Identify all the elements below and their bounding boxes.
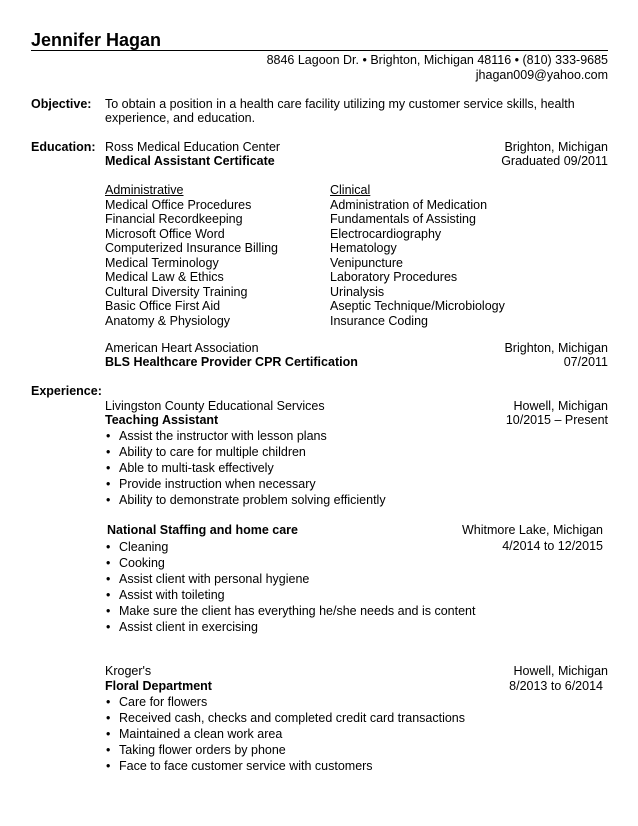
course-item: Financial Recordkeeping	[105, 212, 243, 226]
list-item: • Face to face customer service with customers	[105, 758, 465, 774]
job-location: Howell, Michigan	[513, 399, 608, 413]
list-item: • Able to multi-task effectively	[105, 460, 386, 476]
certificate-title: Medical Assistant Certificate	[105, 154, 275, 168]
list-item: • Assist client in exercising	[105, 619, 475, 635]
graduation-date: Graduated 09/2011	[501, 154, 608, 168]
job-location: Whitmore Lake, Michigan	[461, 523, 603, 537]
school-name: Ross Medical Education Center	[105, 140, 281, 154]
objective-line-2: experience, and education.	[105, 111, 256, 125]
clinical-course-list	[330, 183, 505, 328]
course-item: Electrocardiography	[330, 226, 442, 241]
course-item: Aseptic Technique/Microbiology	[330, 299, 505, 313]
job-dates: 4/2014 to 12/2015	[502, 539, 603, 553]
email-address: jhagan009@yahoo.com	[475, 68, 608, 82]
list-item: • Ability to care for multiple children	[105, 444, 386, 460]
list-item: • Maintained a clean work area	[105, 726, 465, 742]
course-item: Medical Office Procedures	[105, 197, 252, 212]
street-address: 8846 Lagoon Dr.	[266, 53, 360, 67]
job-title: Floral Department	[105, 679, 212, 693]
cpr-date: 07/2011	[563, 355, 608, 369]
course-item: Venipuncture	[330, 255, 403, 270]
job-location: Howell, Michigan	[513, 664, 608, 678]
experience-label: Experience:	[31, 384, 102, 398]
clinical-heading: Clinical	[330, 183, 371, 197]
phone-number: (810) 333-9685	[522, 53, 608, 67]
objective-label: Objective:	[31, 97, 92, 111]
school-location: Brighton, Michigan	[504, 140, 608, 154]
course-item: Laboratory Procedures	[330, 270, 458, 284]
list-item: • Care for flowers	[105, 694, 465, 710]
course-item: Urinalysis	[330, 284, 385, 299]
job-dates: 8/2013 to 6/2014	[509, 679, 603, 693]
list-item: • Taking flower orders by phone	[105, 742, 465, 758]
employer-name: National Staffing and home care	[107, 523, 299, 537]
job-duties-list	[105, 539, 475, 635]
employer-name: Livingston County Educational Services	[105, 399, 325, 413]
job-duties-list	[105, 428, 386, 508]
employer-name: Kroger's	[105, 664, 152, 678]
job-title: Teaching Assistant	[105, 413, 219, 427]
list-item: • Provide instruction when necessary	[105, 476, 386, 492]
list-item: • Assist with toileting	[105, 587, 475, 603]
administrative-heading: Administrative	[105, 183, 184, 197]
course-item: Fundamentals of Assisting	[330, 212, 476, 226]
city-state-zip: Brighton, Michigan 48116	[370, 53, 512, 67]
list-item: • Assist client with personal hygiene	[105, 571, 475, 587]
course-item: Insurance Coding	[330, 313, 428, 328]
course-item: Hematology	[330, 241, 397, 255]
list-item: • Assist the instructor with lesson plans	[105, 428, 386, 444]
course-item: Cultural Diversity Training	[105, 284, 248, 299]
list-item: • Cooking	[105, 555, 475, 571]
course-item: Medical Law & Ethics	[105, 270, 224, 284]
course-item: Basic Office First Aid	[105, 299, 221, 313]
cpr-location: Brighton, Michigan	[504, 341, 608, 355]
cpr-certification-title: BLS Healthcare Provider CPR Certification	[105, 355, 358, 369]
list-item: • Cleaning	[105, 539, 475, 555]
job-dates: 10/2015 – Present	[505, 413, 608, 427]
candidate-name: Jennifer Hagan	[31, 30, 162, 50]
course-item: Computerized Insurance Billing	[105, 241, 279, 255]
course-item: Administration of Medication	[330, 197, 488, 212]
education-label: Education:	[31, 140, 96, 154]
list-item: • Received cash, checks and completed credit card transactions	[105, 710, 465, 726]
header-divider	[31, 50, 608, 51]
administrative-course-list	[105, 183, 278, 328]
contact-address-line: 8846 Lagoon Dr. • Brighton, Michigan 48116 • (810) 333-9685	[266, 53, 608, 67]
list-item: • Make sure the client has everything he/she needs and is content	[105, 603, 475, 619]
job-duties-list	[105, 694, 465, 774]
list-item: • Ability to demonstrate problem solving efficiently	[105, 492, 386, 508]
cpr-organization: American Heart Association	[105, 341, 259, 355]
course-item: Medical Terminology	[105, 255, 219, 270]
objective-line-1: To obtain a position in a health care facility utilizing my customer service skills, health	[105, 97, 575, 111]
course-item: Anatomy & Physiology	[105, 313, 231, 328]
course-item: Microsoft Office Word	[105, 226, 225, 241]
